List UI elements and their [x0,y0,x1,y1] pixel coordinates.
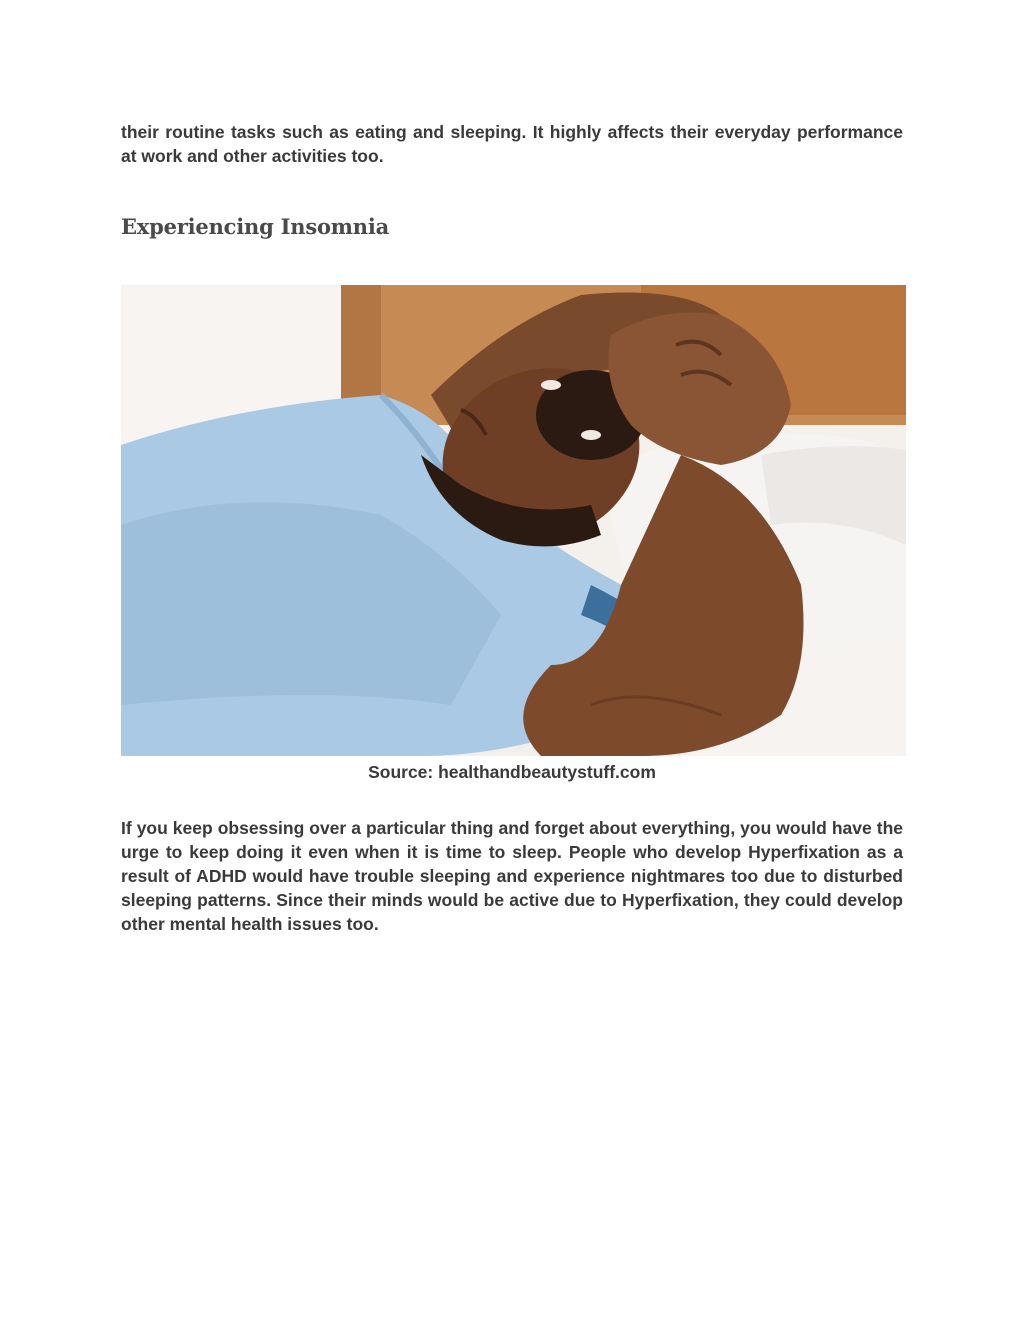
image-caption: Source: healthandbeautystuff.com [368,762,656,782]
insomnia-photo [121,285,906,756]
body-paragraph: If you keep obsessing over a particular thing and forget about everything, you would have the urge to keep doing it even when it is time to sleep. People who develop Hyperfixation as a result of ADHD would have trouble sleeping and experience nightmares too due to disturbed sleeping patterns. Since their minds would be active due to Hyperfixation, they could develop other mental health issues too. [121,818,903,934]
section-heading: Experiencing Insomnia [121,214,390,239]
photo-man-lying-awake-in-bed-icon [121,285,906,756]
intro-paragraph: their routine tasks such as eating and sleeping. It highly affects their everyday performance at work and other activities too. [121,122,903,166]
